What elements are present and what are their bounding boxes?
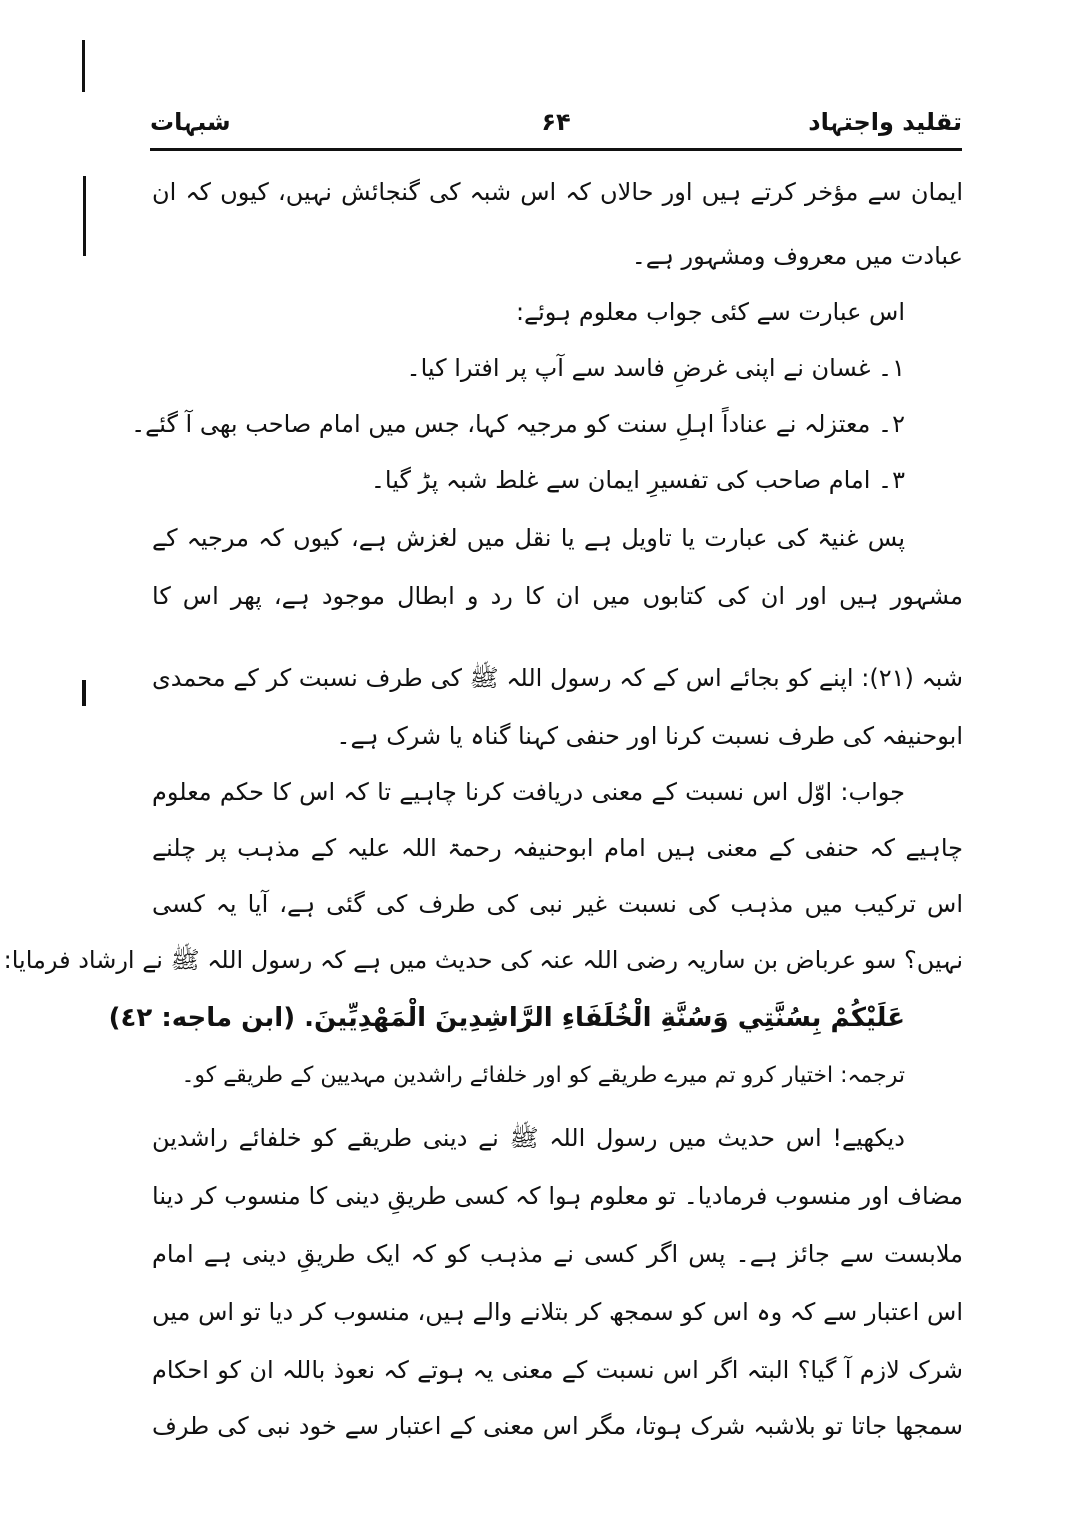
text-line: چاہیے کہ حنفی کے معنی ہیں امام ابوحنیفہ رحمۃ اللہ علیہ کے مذہب پر چلنے xyxy=(152,834,963,862)
text-line: اس عبارت سے کئی جواب معلوم ہوئے: xyxy=(515,298,905,326)
text-line: نہیں؟ سو عرباض بن ساریہ رضی اللہ عنہ کی حدیث میں ہے کہ رسول اللہ ﷺ نے ارشاد فرمایا: xyxy=(3,946,963,974)
text-line: ابوحنیفہ کی طرف نسبت کرنا اور حنفی کہنا گناہ یا شرک ہے۔ xyxy=(336,722,963,750)
hadith-arabic: عَلَيْكُمْ بِسُنَّتِي وَسُنَّةِ الْخُلَفَاءِ الرَّاشِدِينَ الْمَهْدِيِّينَ. (ابن ماجه: ٤٢) xyxy=(108,1003,905,1033)
chapter-title: شبہات xyxy=(150,108,231,136)
text-line: مضاف اور منسوب فرمادیا۔ تو معلوم ہوا کہ کسی طریقِ دینی کا منسوب کر دینا xyxy=(152,1182,963,1210)
text-line: سمجھا جاتا تو بلاشبہ شرک ہوتا، مگر اس معنی کے اعتبار سے خود نبی کی طرف xyxy=(152,1412,963,1440)
text-line: جواب: اوّل اس نسبت کے معنی دریافت کرنا چاہیے تا کہ اس کا حکم معلوم xyxy=(152,778,905,806)
text-line: شبہ (۲۱): اپنے کو بجائے اس کے کہ رسول اللہ ﷺ کی طرف نسبت کر کے محمدی xyxy=(152,664,963,692)
text-line: اس اعتبار سے کہ وہ اس کو سمجھ کر بتلانے والے ہیں، منسوب کر دیا تو اس میں xyxy=(152,1298,963,1326)
text-line: دیکھیے! اس حدیث میں رسول اللہ ﷺ نے دینی طریقے کو خلفائے راشدین xyxy=(152,1124,905,1152)
list-item: ۲۔ معتزلہ نے عناداً اہلِ سنت کو مرجیہ کہا، جس میں امام صاحب بھی آ گئے۔ xyxy=(131,410,905,438)
scan-mark xyxy=(82,40,85,92)
list-item: ۳۔ امام صاحب کی تفسیرِ ایمان سے غلط شبہ پڑ گیا۔ xyxy=(370,466,905,494)
scan-mark xyxy=(82,680,86,706)
scan-mark xyxy=(83,176,86,256)
text-line: ملابست سے جائز ہے۔ پس اگر کسی نے مذہب کو کہ ایک طریقِ دینی ہے امام xyxy=(152,1240,963,1268)
list-item: ۱۔ غسان نے اپنی غرضِ فاسد سے آپ پر افترا کیا۔ xyxy=(406,354,905,382)
text-line: ایمان سے مؤخر کرتے ہیں اور حالاں کہ اس شبہ کی گنجائش نہیں، کیوں کہ ان xyxy=(152,178,963,206)
translation-line: ترجمہ: اختیار کرو تم میرے طریقے کو اور خلفائے راشدین مہدیین کے طریقے کو۔ xyxy=(181,1063,905,1088)
header-rule xyxy=(150,148,962,151)
running-header xyxy=(150,104,962,148)
text-line: شرک لازم آ گیا؟ البتہ اگر اس نسبت کے معنی یہ ہوتے کہ نعوذ باللہ ان کو احکام xyxy=(152,1356,963,1384)
text-line: مشہور ہیں اور ان کی کتابوں میں ان کا رد و ابطال موجود ہے، پھر اس کا xyxy=(152,582,963,610)
text-line: عبادت میں معروف ومشہور ہے۔ xyxy=(631,242,963,270)
text-line: اس ترکیب میں مذہب کی نسبت غیر نبی کی طرف کی گئی ہے، آیا یہ کسی xyxy=(152,890,963,918)
text-line: پس غنیۃ کی عبارت یا تاویل ہے یا نقل میں لغزش ہے، کیوں کہ مرجیہ کے xyxy=(152,524,905,552)
page-number: ۶۴ xyxy=(541,108,571,136)
book-title: تقلید واجتہاد xyxy=(808,108,962,136)
